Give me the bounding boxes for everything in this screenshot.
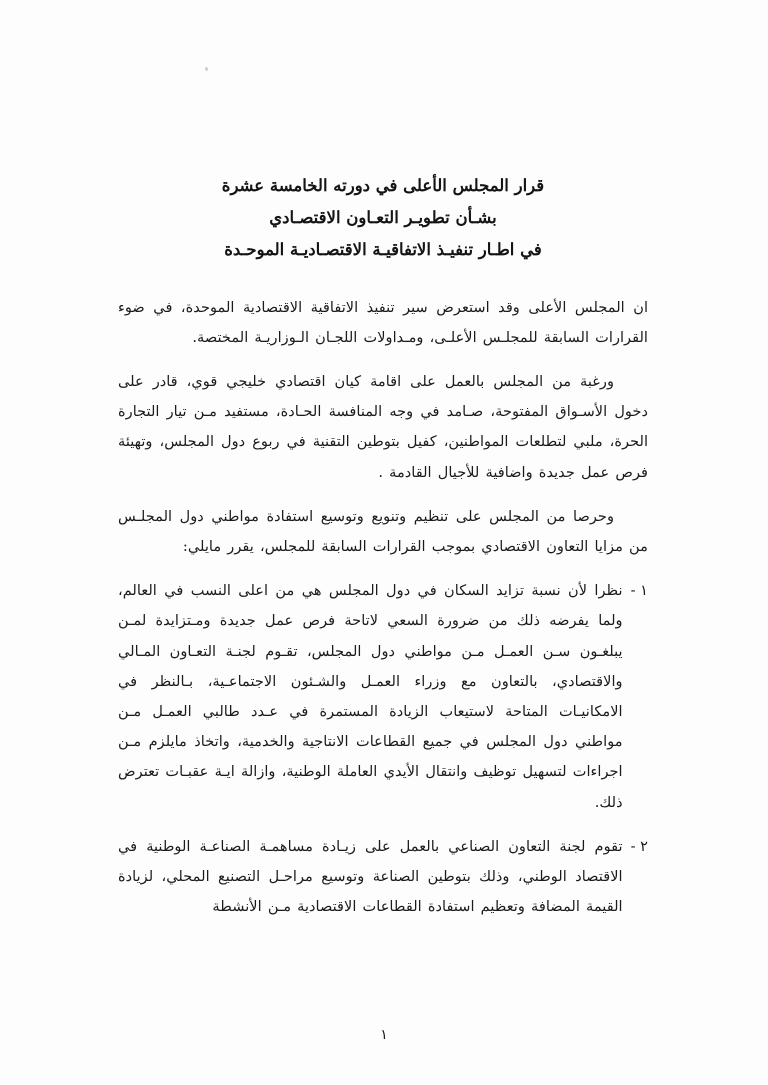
list-item (118, 576, 648, 818)
document-title (118, 170, 648, 267)
paragraph-3: وحرصا من المجلس على تنظيم وتنويع وتوسيع استفادة مواطني دول المجلـس من مزايا التعاون الاقتصادي بموجب القرارات السابقة للمجلس، يقرر مايلي: (118, 507, 648, 555)
paper-speck (205, 67, 208, 71)
document-body (118, 170, 648, 936)
title-line-2: بشـأن تطويـر التعـاون الاقتصـادي (269, 208, 497, 228)
paragraph-2: ورغبة من المجلس بالعمل على اقامة كيان اقتصادي خليجي قوي، قادر على دخول الأسـواق المفتوحة، صـامد في وجه المنافسة الحـادة، مستفيد مـن تيار التجارة الحرة، ملبي لتطلعات المواطنين، كفيل بتوطين التقنية في ربوع دول المجلس، وتهيئة فرص عمل جديدة واضافية للأجيال القادمة . (118, 372, 648, 481)
list-item-number: ٢ - (630, 837, 648, 855)
list-item-number: ١ - (630, 582, 648, 600)
title-line-3: في اطـار تنفيـذ الاتفاقيـة الاقتصـاديـة الموحـدة (224, 240, 542, 260)
paragraph-1: ان المجلس الأعلى وقد استعرض سير تنفيذ الاتفاقية الاقتصادية الموحدة، في ضوء القرارات السابقة للمجلـس الأعلـى، ومـداولات اللجـان الـوزاريـة المختصة. (118, 298, 648, 346)
page-number: ١ (380, 1027, 388, 1043)
list-item (118, 832, 648, 923)
list-item-text: تقوم لجنة التعاون الصناعي بالعمل على زيـادة مساهمـة الصناعـة الوطنية في الاقتصاد الوطني، وذلك بتوطين الصناعة وتوسيع مراحـل التصنيع المحلي، لزيادة القيمة المضافة وتعظيم استفادة القطاعات الاقتصادية مـن الأنشطة (118, 837, 623, 916)
list-item-text: نظرا لأن نسبة تزايد السكان في دول المجلس هي من اعلى النسب في العالم، ولما يفرضه ذلك من ضرورة السعي لاتاحة فرص عمل جديدة ومـتزايدة لمـن يبلغـون سـن العمـل مـن مواطني دول المجلس، تقـوم لجنـة التعـاون المـالي والاقتصادي، بالتعاون مع وزراء العمـل والشـئون الاجتماعـية، بـالنظر في الامكانيـات المتاحة لاستيعاب الزيادة المستمرة في عـدد طالبي العمـل مـن مواطني دول المجلس في جميع القطاعات الانتاجية والخدمية، واتخاذ مايلزم مـن اجراءات لتسهيل توظيف وانتقال الأيدي العاملة الوطنية، وازالة ايـة عقبـات تعترض ذلك. (118, 582, 623, 811)
title-line-1: قرار المجلس الأعلى في دورته الخامسة عشرة (221, 176, 545, 195)
